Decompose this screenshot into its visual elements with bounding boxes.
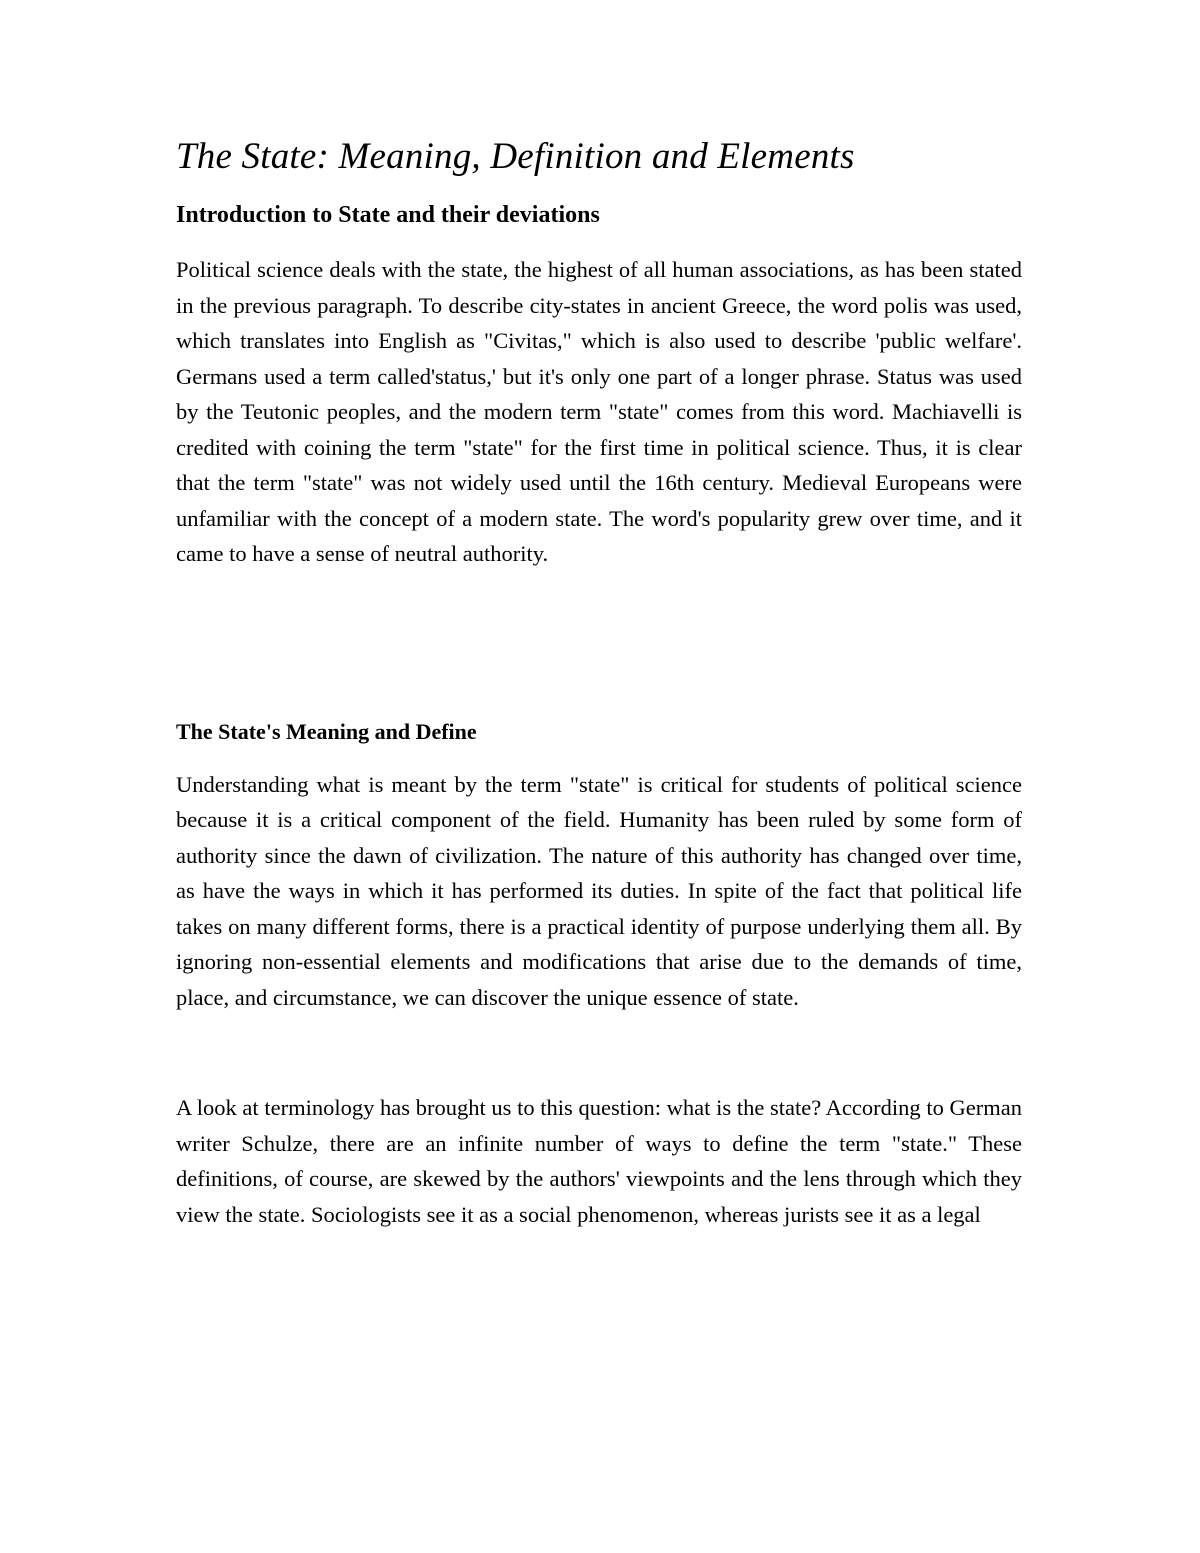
section-heading-introduction: Introduction to State and their deviations — [176, 202, 600, 228]
section-heading-meaning: The State's Meaning and Define — [176, 718, 477, 744]
paragraph-introduction: Political science deals with the state, the highest of all human associations, as has been stated in the previous paragraph. To describe city-states in ancient Greece, the word polis was used, which translates into English as "Civitas," which is also used to describe 'public welfare'. Germans used a term called'status,' but it's only one part of a longer phrase. Status was used by the Teutonic peoples, and the modern term "state" comes from this word. Machiavelli is credited with coining the term "state" for the first time in political science. Thus, it is clear that the term "state" was not widely used until the 16th century. Medieval Europeans were unfamiliar with the concept of a modern state. The word's popularity grew over time, and it came to have a sense of neutral authority. — [176, 257, 1022, 566]
document-title: The State: Meaning, Definition and Elements — [176, 136, 855, 177]
paragraph-meaning: Understanding what is meant by the term "state" is critical for students of political science because it is a critical component of the field. Humanity has been ruled by some form of authority since the dawn of civilization. The nature of this authority has changed over time, as have the ways in which it has performed its duties. In spite of the fact that political life takes on many different forms, there is a practical identity of purpose underlying them all. By ignoring non-essential elements and modifications that arise due to the demands of time, place, and circumstance, we can discover the unique essence of state. — [176, 771, 1022, 1010]
paragraph-definition: A look at terminology has brought us to this question: what is the state? According to German writer Schulze, there are an infinite number of ways to define the term "state." These definitions, of course, are skewed by the authors' viewpoints and the lens through which they view the state. Sociologists see it as a social phenomenon, whereas jurists see it as a legal — [176, 1095, 1022, 1227]
document-body — [176, 134, 1022, 1232]
